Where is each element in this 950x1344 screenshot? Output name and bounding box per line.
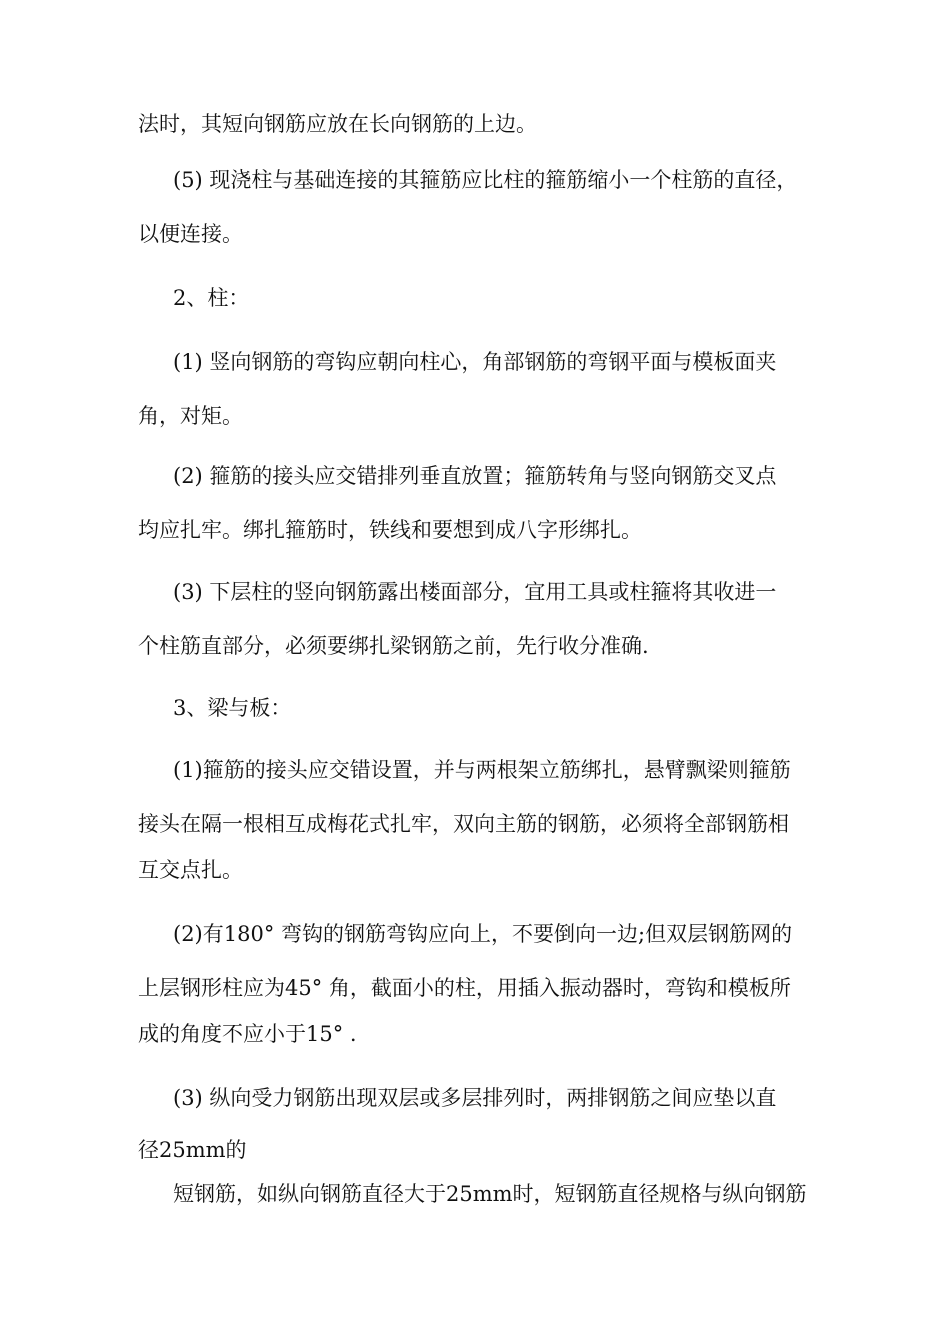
text-line: 均应扎牢。绑扎箍筋时，铁线和要想到成八字形绑扎。 [138, 518, 642, 542]
text-line: 角，对矩。 [138, 404, 243, 428]
text-line: (5) 现浇柱与基础连接的其箍筋应比柱的箍筋缩小一个柱筋的直径， [173, 168, 798, 192]
text-line: 个柱筋直部分，必须要绑扎梁钢筋之前，先行收分准确. [138, 634, 649, 658]
text-line: 互交点扎。 [138, 858, 243, 882]
text-line: (1)箍筋的接头应交错设置，并与两根架立筋绑扎，悬臂飘梁则箍筋 [173, 758, 791, 782]
text-line: (3) 下层柱的竖向钢筋露出楼面部分，宜用工具或柱箍将其收进一 [173, 580, 777, 604]
text-line: 接头在隔一根相互成梅花式扎牢，双向主筋的钢筋，必须将全部钢筋相 [138, 812, 789, 836]
section-heading: 3、梁与板： [173, 696, 292, 720]
text-line: 上层钢形柱应为45° 角，截面小的柱，用插入振动器时，弯钩和模板所 [138, 976, 791, 1000]
section-heading: 2、柱： [173, 286, 250, 310]
text-line: (3) 纵向受力钢筋出现双层或多层排列时，两排钢筋之间应垫以直 [173, 1086, 777, 1110]
text-line: (1) 竖向钢筋的弯钩应朝向柱心，角部钢筋的弯钢平面与模板面夹 [173, 350, 777, 374]
text-line: 径25mm的 [138, 1138, 247, 1162]
text-line: (2)有180° 弯钩的钢筋弯钩应向上，不要倒向一边;但双层钢筋网的 [173, 922, 793, 946]
text-line: 以便连接。 [138, 222, 243, 246]
text-line: 法时，其短向钢筋应放在长向钢筋的上边。 [138, 112, 537, 136]
text-line: (2) 箍筋的接头应交错排列垂直放置；箍筋转角与竖向钢筋交叉点 [173, 464, 777, 488]
text-line: 成的角度不应小于15° . [138, 1022, 357, 1046]
text-line: 短钢筋，如纵向钢筋直径大于25mm时，短钢筋直径规格与纵向钢筋 [173, 1182, 807, 1206]
